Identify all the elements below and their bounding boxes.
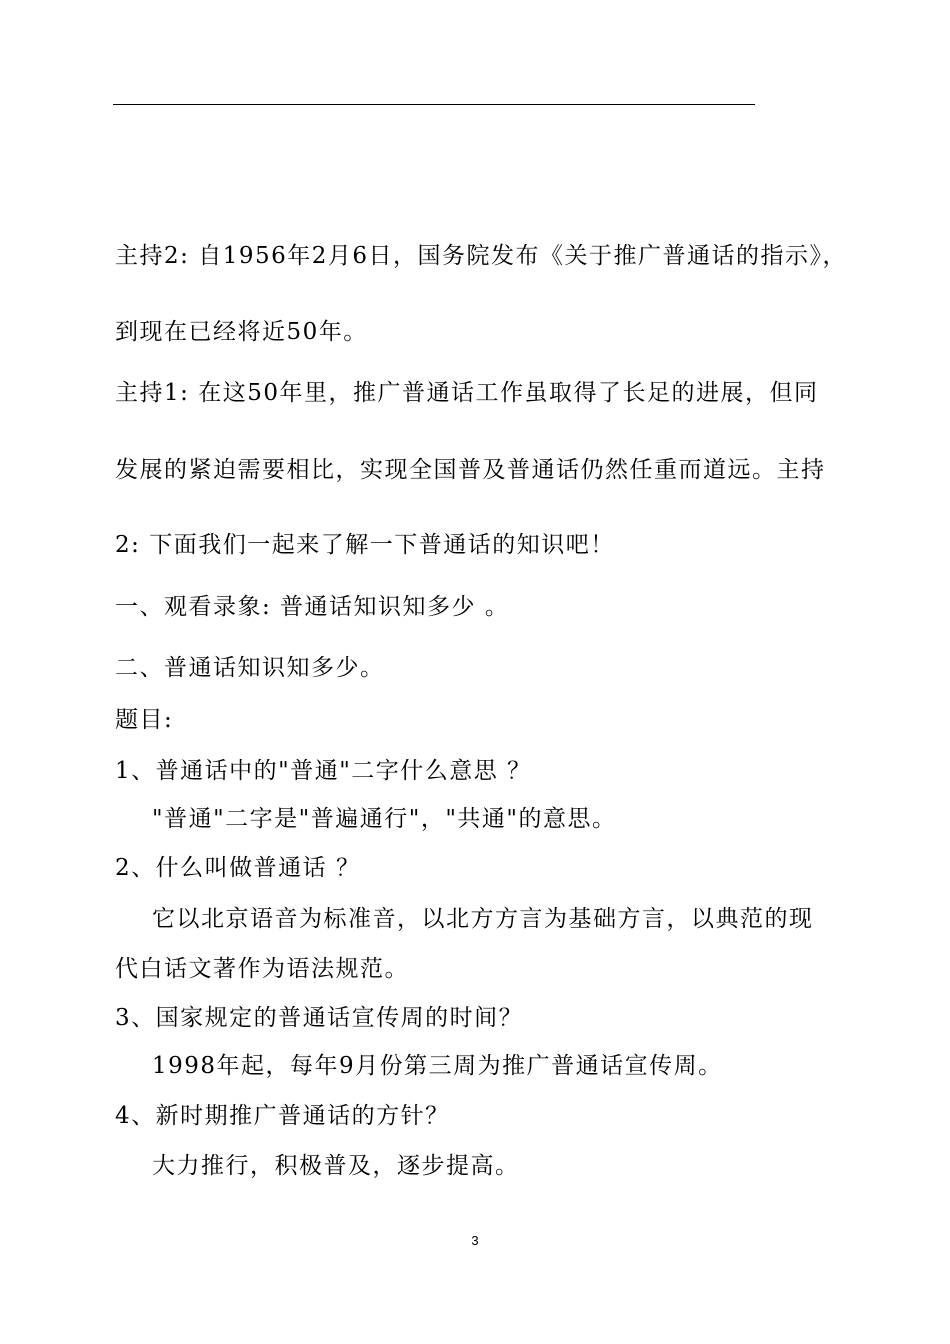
- header-rule: [113, 104, 755, 105]
- answer-1: "普通"二字是"普遍通行"，"共通"的意思。: [152, 806, 617, 832]
- answer-3: 1998年起，每年9月份第三周为推广普通话宣传周。: [152, 1053, 723, 1079]
- page-number: 3: [471, 1233, 479, 1248]
- paragraph-line: 2: 下面我们一起来了解一下普通话的知识吧！: [115, 532, 615, 558]
- paragraph-line: 主持2: 自1956年2月6日，国务院发布《关于推广普通话的指示》，: [115, 243, 847, 269]
- question-1: 1、普通话中的"普通"二字什么意思 ？: [115, 758, 532, 784]
- question-4: 4、新时期推广普通话的方针？: [115, 1103, 450, 1129]
- question-2: 2、什么叫做普通话 ？: [115, 855, 361, 881]
- answer-2-continued: 代白话文著作为语法规范。: [115, 956, 409, 982]
- paragraph-line: 发展的紧迫需要相比，实现全国普及普通话仍然任重而道远。主持: [115, 457, 826, 483]
- paragraph-line: 主持1: 在这50年里，推广普通话工作虽取得了长足的进展，但同: [115, 380, 819, 406]
- section-heading: 一、观看录象: 普通话知识知多少 。: [115, 594, 510, 620]
- answer-2: 它以北京语音为标准音，以北方方言为基础方言，以典范的现: [152, 906, 814, 932]
- paragraph-line: 到现在已经将近50年。: [115, 319, 368, 345]
- questions-label: 题目:: [115, 707, 174, 733]
- section-heading: 二、普通话知识知多少。: [115, 655, 385, 681]
- question-3: 3、国家规定的普通话宣传周的时间？: [115, 1005, 524, 1031]
- answer-4: 大力推行，积极普及，逐步提高。: [152, 1153, 520, 1179]
